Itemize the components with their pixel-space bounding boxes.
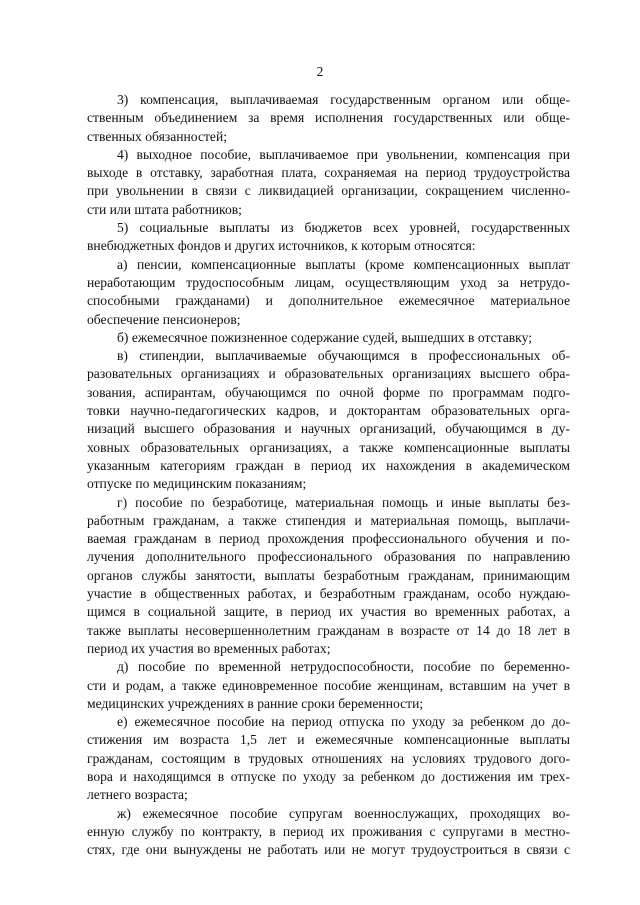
text-line: ственных обязанностей; [87,128,227,144]
paragraph [87,805,570,860]
text-line: зования, аспирантам, обучающимся по очной форме по программам подго- [87,384,570,400]
text-line: стях, где они вынуждены не работать или не могут трудоустроиться в связи с [87,842,570,858]
text-line: способными гражданами) и дополнительное ежемесячное материальное [87,293,570,309]
text-line: щимся в социальной защите, в период их участия во временных работах, а [87,604,570,620]
text-line: а) пенсии, компенсационные выплаты (кроме компенсационных выплат [117,256,570,272]
text-line: внебюджетных фондов и других источников, к которым относятся: [87,238,476,254]
paragraph [87,658,570,713]
text-line: при увольнении в связи с ликвидацией организации, сокращением численно- [87,183,570,199]
paragraph [87,256,570,329]
text-line: работным гражданам, а также стипендия и материальная помощь, выплачи- [87,512,570,528]
text-line: 3) компенсация, выплачиваемая государственным органом или обще- [117,92,570,107]
text-line: 4) выходное пособие, выплачиваемое при увольнении, компенсация при [117,146,570,162]
text-line: сти и родам, а также единовременное пособие женщинам, вставшим на учет в [87,677,570,693]
page-number: 2 [316,64,324,79]
text-line: лучения дополнительного профессионального образования по направлению [87,549,570,565]
document-body [87,91,570,859]
text-line: б) ежемесячное пожизненное содержание судей, вышедших в отставку; [117,329,532,345]
text-line: указанным категориям граждан в период их нахождения в академическом [87,457,570,473]
text-line: ховных образовательных организациях, а также компенсационные выплаты [87,439,570,455]
text-line: вора и находящимся в отпуске по уходу за ребенком до достижения им трех- [87,768,570,784]
text-line: органов службы занятости, выплаты безработным гражданам, принимающим [87,567,570,583]
text-line: е) ежемесячное пособие на период отпуска по уходу за ребенком до до- [117,714,570,730]
text-line: енную службу по контракту, в период их проживания с супругами в местно- [87,823,570,839]
text-line: низаций высшего образования и научных организаций, обучающимся в ду- [87,421,570,437]
paragraph [87,494,570,659]
text-line: летнего возраста; [87,787,188,803]
text-line: гражданам, состоящим в трудовых отношениях на условиях трудового дого- [87,750,570,766]
text-line: в) стипендии, выплачиваемые обучающимся в профессиональных об- [117,348,570,364]
text-line: выходе в отставку, заработная плата, сохраняемая на период трудоустройства [87,165,570,181]
text-line: ственным объединением за время исполнения государственных или обще- [87,110,570,126]
paragraph [87,713,570,804]
text-line: 5) социальные выплаты из бюджетов всех уровней, государственных [117,220,570,236]
text-line: г) пособие по безработице, материальная помощь и иные выплаты без- [117,494,570,510]
text-line: обеспечение пенсионеров; [87,311,241,327]
text-line: также выплаты несовершеннолетним гражданам в возрасте от 14 до 18 лет в [87,622,570,638]
text-line: ваемая гражданам в период прохождения профессионального обучения и по- [87,531,570,547]
text-line: участие в общественных работах, и безработным гражданам, особо нуждаю- [87,586,570,602]
text-line: период их участия во временных работах; [87,640,331,656]
text-line: товки научно-педагогических кадров, и докторантам образовательных орга- [87,403,570,419]
paragraph [87,146,570,219]
text-line: неработающим трудоспособным лицам, осуществляющим уход за нетрудо- [87,274,570,290]
text-line: разовательных организациях и образовательных организациях высшего обра- [87,366,570,382]
paragraph [87,219,570,256]
paragraph [87,91,570,146]
text-line: ж) ежемесячное пособие супругам военнослужащих, проходящих во- [117,805,570,821]
text-line: стижения им возраста 1,5 лет и ежемесячные компенсационные выплаты [87,732,570,748]
text-line: сти или штата работников; [87,201,242,217]
text-line: отпуске по медицинским показаниям; [87,476,307,492]
text-line: д) пособие по временной нетрудоспособности, пособие по беременно- [117,659,570,675]
paragraph [87,329,570,347]
text-line: медицинских учреждениях в ранние сроки беременности; [87,695,424,711]
paragraph [87,347,570,493]
